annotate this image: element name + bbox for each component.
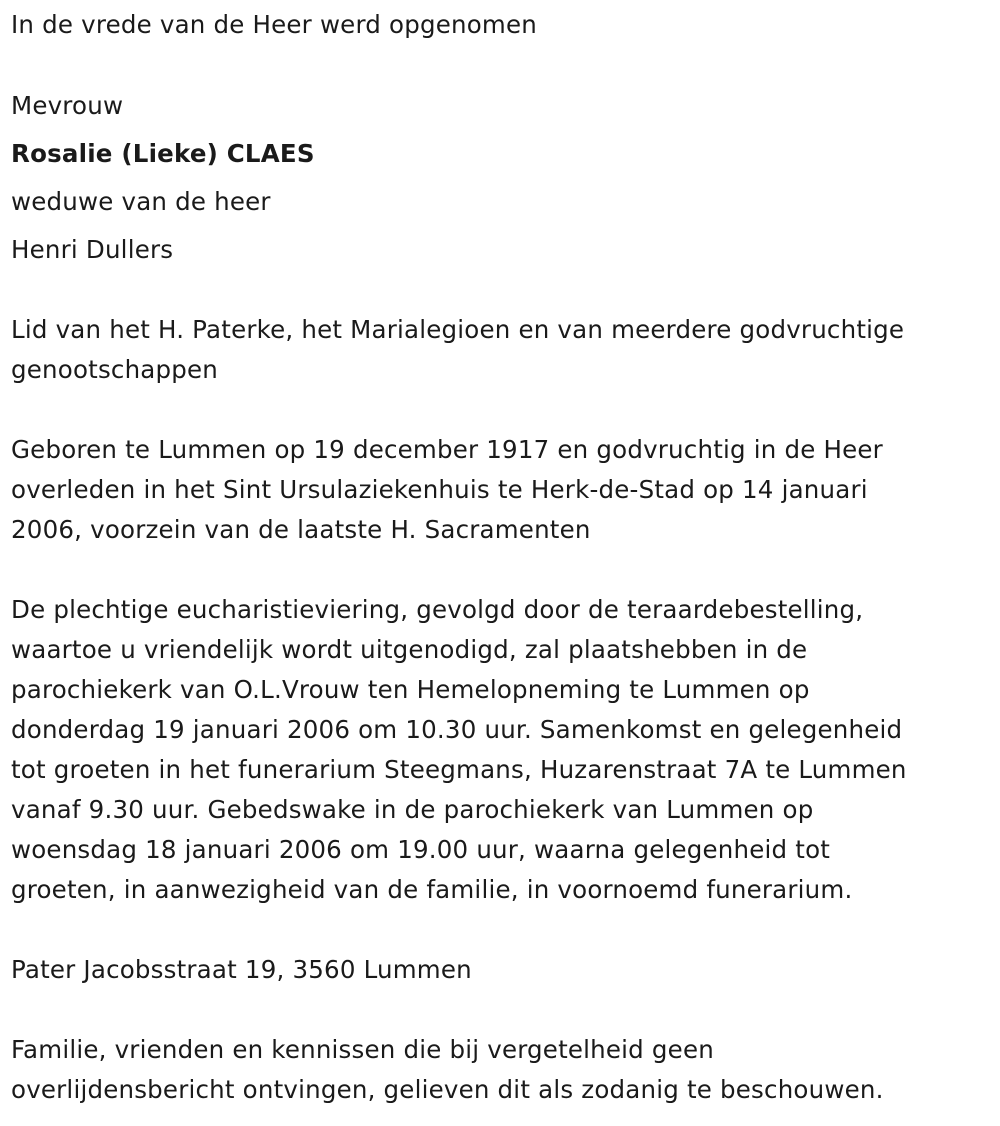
funeral-service-paragraph	[11, 590, 989, 910]
text-line: Lid van het H. Paterke, het Marialegioen en van meerdere godvruchtige	[11, 315, 905, 344]
spouse-name: Henri Dullers	[11, 235, 174, 264]
text-line: De plechtige eucharistieviering, gevolgd door de teraardebestelling,	[11, 595, 864, 624]
home-address: Pater Jacobsstraat 19, 3560 Lummen	[11, 955, 472, 984]
address-paragraph	[11, 950, 989, 990]
text-line: parochiekerk van O.L.Vrouw ten Hemelopneming te Lummen op	[11, 675, 810, 704]
text-line: overleden in het Sint Ursulaziekenhuis te Herk-de-Stad op 14 januari	[11, 475, 868, 504]
intro-line: In de vrede van de Heer werd opgenomen	[11, 10, 537, 39]
text-line: Geboren te Lummen op 19 december 1917 en godvruchtig in de Heer	[11, 435, 883, 464]
text-line: overlijdensbericht ontvingen, gelieven dit als zodanig te beschouwen.	[11, 1075, 884, 1104]
text-line: vanaf 9.30 uur. Gebedswake in de parochiekerk van Lummen op	[11, 795, 814, 824]
text-line: donderdag 19 januari 2006 om 10.30 uur. Samenkomst en gelegenheid	[11, 715, 903, 744]
family-note-paragraph	[11, 1030, 989, 1110]
text-line: groeten, in aanwezigheid van de familie, in voornoemd funerarium.	[11, 875, 853, 904]
text-line: 2006, voorzein van de laatste H. Sacramenten	[11, 515, 591, 544]
text-line: waartoe u vriendelijk wordt uitgenodigd, zal plaatshebben in de	[11, 635, 808, 664]
text-line: genootschappen	[11, 355, 219, 384]
deceased-name: Rosalie (Lieke) CLAES	[11, 139, 315, 168]
text-line: tot groeten in het funerarium Steegmans, Huzarenstraat 7A te Lummen	[11, 755, 907, 784]
widow-of-line: weduwe van de heer	[11, 187, 271, 216]
honorific: Mevrouw	[11, 91, 124, 120]
birth-death-paragraph	[11, 430, 989, 550]
text-line: Familie, vrienden en kennissen die bij vergetelheid geen	[11, 1035, 714, 1064]
text-line: woensdag 18 januari 2006 om 19.00 uur, waarna gelegenheid tot	[11, 835, 831, 864]
membership-paragraph	[11, 310, 989, 390]
